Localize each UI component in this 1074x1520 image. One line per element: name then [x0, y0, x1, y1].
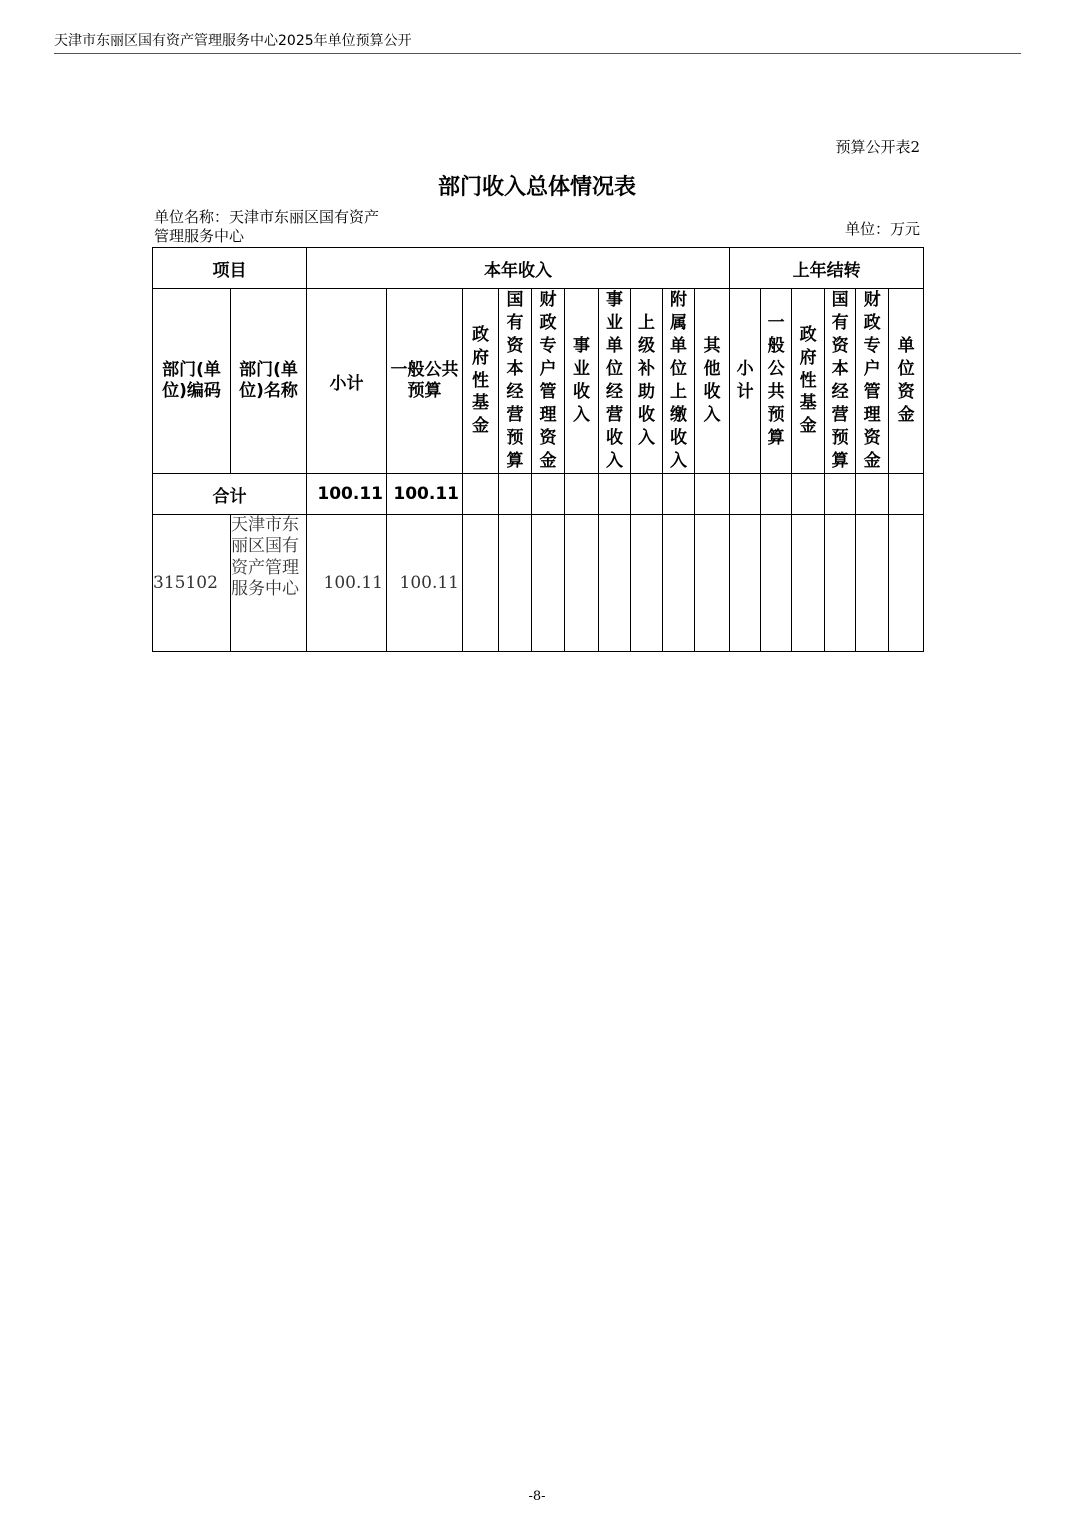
total-cell: [631, 474, 663, 515]
running-title: 天津市东丽区国有资产管理服务中心2025年单位预算公开: [54, 33, 412, 49]
row-cell: [889, 515, 924, 652]
row-dept-name: 天津市东丽区国有资产管理服务中心: [231, 515, 307, 652]
col-co-unit-fund: [889, 289, 924, 474]
total-cell: [499, 474, 532, 515]
col-co-subtotal-label: 小计: [736, 359, 754, 402]
row-cell: [599, 515, 631, 652]
total-cell: [463, 474, 499, 515]
col-cy-business-ops: [599, 289, 631, 474]
total-cell: [889, 474, 924, 515]
col-cy-affiliated-label: 附属单位上缴收入: [670, 290, 687, 471]
col-cy-affiliated: [663, 289, 695, 474]
row-cell: [532, 515, 565, 652]
total-cell: [792, 474, 825, 515]
total-cell: [565, 474, 599, 515]
col-co-subtotal: [730, 289, 761, 474]
col-cy-business-label: 事业收入: [573, 336, 590, 425]
row-cell: [463, 515, 499, 652]
report-title: 部门收入总体情况表: [437, 175, 636, 200]
col-cy-superior-subsidy: [631, 289, 663, 474]
group-item: 项目: [153, 248, 307, 289]
group-carryover: 上年结转: [730, 248, 924, 289]
total-cell: [599, 474, 631, 515]
col-dept-name-label: 部门(单位)名称: [239, 359, 298, 401]
unit-name: 单位名称：天津市东丽区国有资产管理服务中心: [154, 208, 380, 245]
group-current-year: 本年收入: [307, 248, 730, 289]
col-cy-business: [565, 289, 599, 474]
col-cy-special-fund-label: 财政专户管理资金: [539, 290, 557, 471]
row-cell: [825, 515, 856, 652]
col-co-state-capital-label: 国有资本经营预算: [831, 290, 849, 471]
total-cell: [761, 474, 792, 515]
col-cy-gov-fund-label: 政府性基金: [472, 324, 489, 437]
row-cell: [792, 515, 825, 652]
page-number: -8-: [528, 1489, 546, 1504]
col-co-gov-fund: [792, 289, 825, 474]
total-cell: [856, 474, 889, 515]
row-cell: [761, 515, 792, 652]
row-cell: [730, 515, 761, 652]
column-header-row: [153, 289, 924, 474]
total-cell: [532, 474, 565, 515]
col-co-state-capital: [825, 289, 856, 474]
total-cy-general: 100.11: [387, 474, 463, 515]
col-cy-general-label: 一般公共预算: [390, 359, 459, 401]
col-co-special-fund: [856, 289, 889, 474]
col-dept-code-label: 部门(单位)编码: [162, 359, 221, 401]
row-cy-general: 100.11: [387, 515, 463, 652]
col-cy-business-ops-label: 事业单位经营收入: [606, 290, 623, 471]
row-cell: [695, 515, 730, 652]
col-cy-superior-subsidy-label: 上级补助收入: [638, 313, 655, 448]
table-row: [153, 515, 924, 652]
row-cell: [663, 515, 695, 652]
total-cy-subtotal: 100.11: [307, 474, 387, 515]
group-header-row: [153, 248, 924, 289]
total-cell: [825, 474, 856, 515]
income-summary-table: [152, 247, 924, 652]
col-cy-special-fund: [532, 289, 565, 474]
col-cy-state-capital: [499, 289, 532, 474]
col-cy-subtotal: 小计: [307, 289, 387, 474]
col-co-gov-fund-label: 政府性基金: [799, 324, 817, 437]
row-cell: [499, 515, 532, 652]
col-cy-other-label: 其他收入: [703, 336, 721, 425]
col-co-special-fund-label: 财政专户管理资金: [863, 290, 881, 471]
form-code: 预算公开表2: [835, 138, 920, 156]
col-dept-name: [231, 289, 307, 474]
total-row: [153, 474, 924, 515]
total-cell: [730, 474, 761, 515]
row-cell: [856, 515, 889, 652]
total-cell: [663, 474, 695, 515]
row-cell: [565, 515, 599, 652]
col-cy-other: [695, 289, 730, 474]
total-label: 合计: [153, 474, 307, 515]
col-cy-state-capital-label: 国有资本经营预算: [506, 290, 524, 471]
row-dept-code: 315102: [153, 515, 231, 652]
total-cell: [695, 474, 730, 515]
header-divider: [54, 53, 1021, 54]
col-dept-code: [153, 289, 231, 474]
col-cy-gov-fund: [463, 289, 499, 474]
col-co-unit-fund-label: 单位资金: [897, 336, 915, 425]
col-cy-general: [387, 289, 463, 474]
row-cell: [631, 515, 663, 652]
col-co-general-label: 一般公共预算: [767, 313, 785, 448]
unit-label: 单位：万元: [844, 220, 920, 238]
row-cy-subtotal: 100.11: [307, 515, 387, 652]
col-co-general: [761, 289, 792, 474]
